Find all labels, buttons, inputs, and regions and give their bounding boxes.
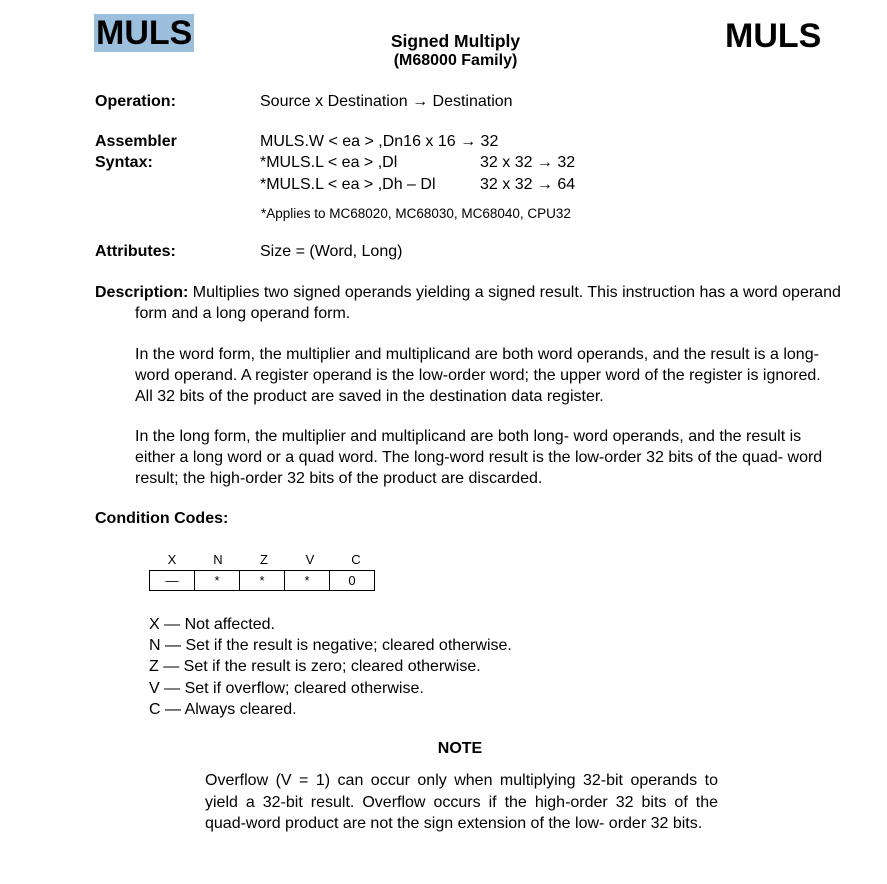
assembler-label-line2: Syntax:: [95, 154, 153, 171]
condition-codes-label: Condition Codes:: [95, 510, 229, 527]
cc-value-n: *: [195, 571, 240, 591]
description-para3: In the long form, the multiplier and multiplicand are both long- word operands, and the result is either a long word or a quad word. The long-word result is the low-order 32 bits of the quad- word result; the high-order 32 bits of the product are discarded.: [135, 428, 823, 487]
cc-values-row: [150, 571, 375, 591]
assembler-label-line1: Assembler: [95, 133, 177, 150]
cc-header-z: Z: [260, 552, 268, 567]
syntax-row-long32-size: 32 x 32 → 32: [480, 154, 576, 171]
cc-explain-v: V — Set if overflow; cleared otherwise.: [149, 680, 424, 697]
page-subtitle: (M68000 Family): [393, 52, 518, 69]
cc-header-v: V: [305, 552, 315, 567]
description-para2: In the word form, the multiplier and multiplicand are both word operands, and the result is a long-word operand. A register operand is the low-order word; the upper word of the register is ignored. All 32 bits of the product are saved in the destination data register.: [135, 346, 821, 405]
cc-value-x: —: [150, 571, 195, 591]
cc-value-z: *: [240, 571, 285, 591]
syntax-footnote: *Applies to MC68020, MC68030, MC68040, CPU32: [261, 206, 571, 221]
cc-header-x: X: [167, 552, 177, 567]
condition-codes-table: [149, 570, 375, 591]
syntax-row-long64: *MULS.L < ea > ,Dh – Dl: [260, 176, 436, 193]
description-label: Description:: [95, 284, 189, 301]
operation-text: Source x Destination → Destination: [260, 93, 513, 110]
description-para1: [95, 282, 870, 324]
mnemonic-right: MULS: [725, 17, 822, 55]
cc-value-v: *: [285, 571, 330, 591]
attributes-label: Attributes:: [95, 243, 176, 260]
page-title: Signed Multiply: [390, 31, 521, 51]
cc-explain-c: C — Always cleared.: [149, 701, 297, 718]
cc-header-n: N: [213, 552, 223, 567]
note-body: Overflow (V = 1) can occur only when multiplying 32-bit operands to yield a 32-bit result. Overflow occurs if the high-order 32 bits of the quad-word product are not the sign extension of the low- order 32 bits.: [205, 772, 718, 832]
syntax-row-long64-size: 32 x 32 → 64: [480, 176, 576, 193]
cc-value-c: 0: [330, 571, 375, 591]
cc-explain-z: Z — Set if the result is zero; cleared otherwise.: [149, 658, 481, 675]
syntax-row-long32: *MULS.L < ea > ,Dl: [260, 154, 398, 171]
operation-label: Operation:: [95, 93, 176, 110]
cc-header-c: C: [351, 552, 361, 567]
cc-explain-x: X — Not affected.: [149, 616, 275, 633]
note-title: NOTE: [437, 740, 483, 757]
attributes-text: Size = (Word, Long): [260, 243, 403, 260]
mnemonic-left: MULS: [96, 14, 193, 52]
cc-explain-n: N — Set if the result is negative; cleared otherwise.: [149, 637, 512, 654]
description-para1-text: Multiplies two signed operands yielding a signed result. This instruction has a word operand form and a long operand form.: [135, 284, 841, 322]
syntax-row-word: MULS.W < ea > ,Dn16 x 16 → 32: [260, 133, 499, 150]
